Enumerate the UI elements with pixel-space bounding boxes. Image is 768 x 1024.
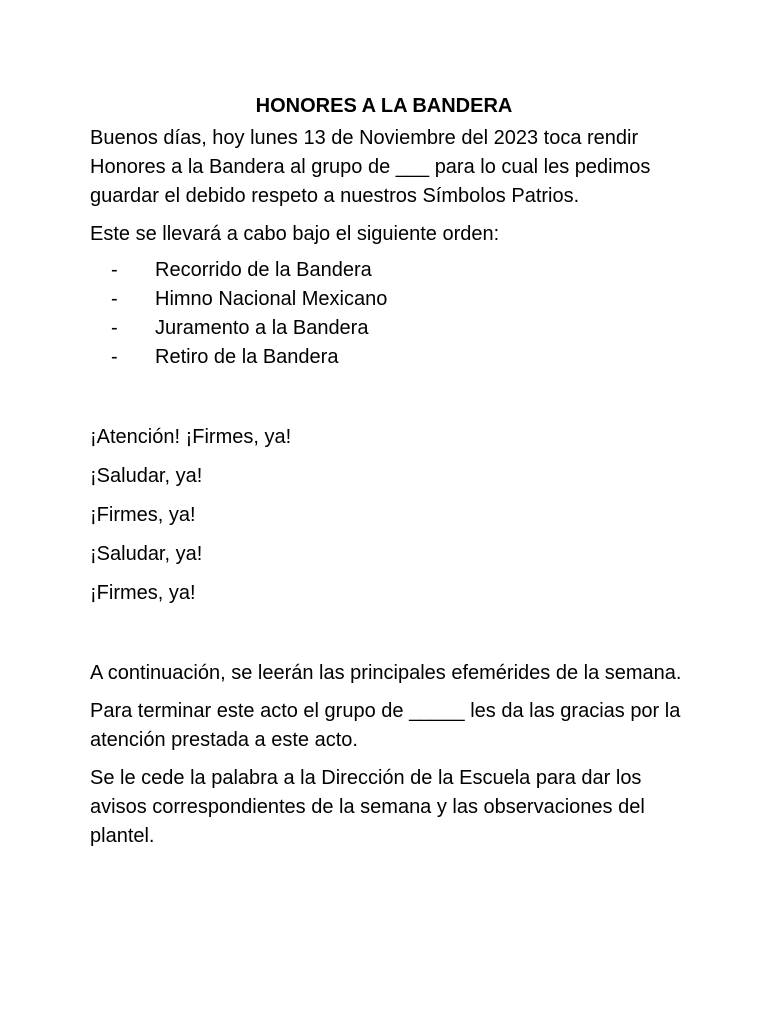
command-line: ¡Saludar, ya! (90, 465, 203, 487)
document-title: HONORES A LA BANDERA (255, 95, 513, 117)
list-dash: - (111, 317, 118, 339)
list-dash: - (111, 346, 118, 368)
list-item (111, 314, 690, 343)
efemerides-paragraph: A continuación, se leerán las principales efemérides de la semana. (90, 662, 682, 684)
order-intro: Este se llevará a cabo bajo el siguiente orden: (90, 223, 500, 245)
list-item-label: Juramento a la Bandera (155, 317, 369, 339)
list-item (111, 256, 690, 285)
command-line: ¡Atención! ¡Firmes, ya! (90, 426, 292, 448)
intro-paragraph: Buenos días, hoy lunes 13 de Noviembre del 2023 toca rendir Honores a la Bandera al grupo de ___ para lo cual les pedimos guardar el debido respeto a nuestros Símbolos Patrios. (90, 127, 651, 207)
order-list (90, 256, 690, 372)
document-page (90, 92, 690, 851)
command-line: ¡Firmes, ya! (90, 504, 196, 526)
list-dash: - (111, 288, 118, 310)
direction-paragraph: Se le cede la palabra a la Dirección de la Escuela para dar los avisos correspondientes de la semana y las observaciones del plantel. (90, 767, 645, 847)
list-item-label: Himno Nacional Mexicano (155, 288, 388, 310)
closing-paragraph: Para terminar este acto el grupo de _____ les da las gracias por la atención prestada a este acto. (90, 700, 681, 751)
list-item-label: Retiro de la Bandera (155, 346, 339, 368)
command-line: ¡Firmes, ya! (90, 582, 196, 604)
list-item-label: Recorrido de la Bandera (155, 259, 372, 281)
list-dash: - (111, 259, 118, 281)
command-line: ¡Saludar, ya! (90, 543, 203, 565)
list-item (111, 343, 690, 372)
list-item (111, 285, 690, 314)
